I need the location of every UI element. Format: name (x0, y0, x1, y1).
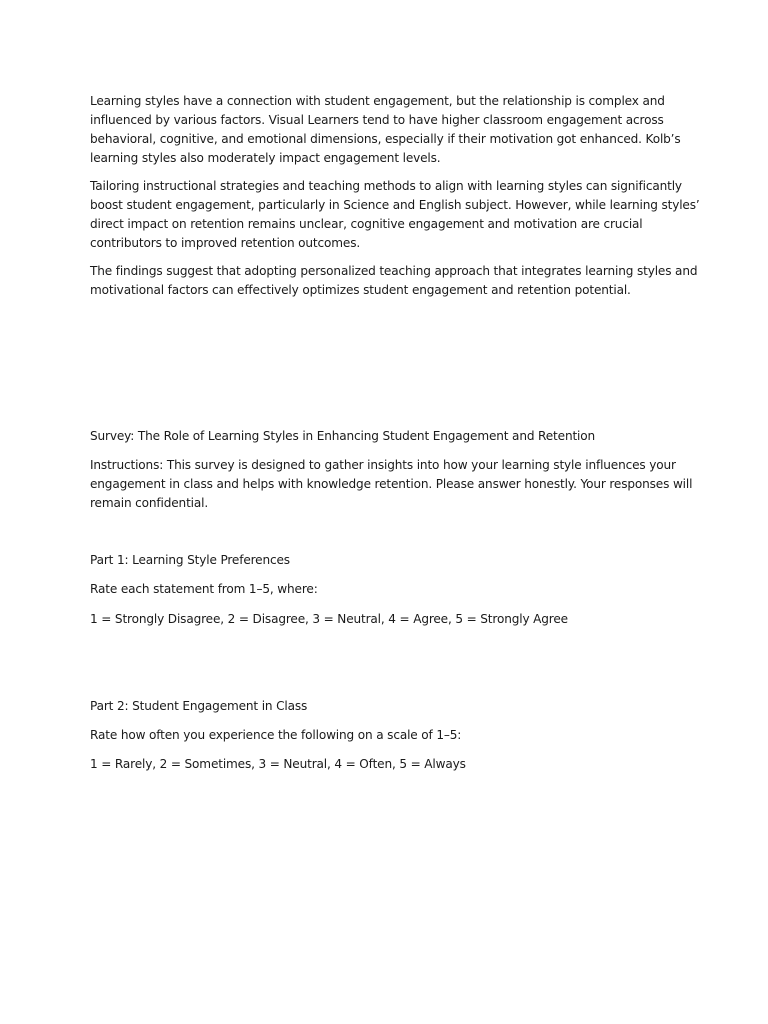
part2-rate-text: Rate how often you experience the following on a scale of 1–5: (90, 728, 462, 742)
text-line: The findings suggest that adopting personalized teaching approach that integrates learning styles and (90, 264, 698, 278)
text-line: behavioral, cognitive, and emotional dimensions, especially if their motivation got enhanced. Kolb’s (90, 132, 681, 146)
text-line: Learning styles have a connection with student engagement, but the relationship is complex and (90, 94, 665, 108)
part1-heading: Part 1: Learning Style Preferences (90, 553, 290, 567)
summary-paragraph-2 (90, 177, 700, 253)
text-line: influenced by various factors. Visual Learners tend to have higher classroom engagement across (90, 113, 664, 127)
text-line: boost student engagement, particularly in Science and English subject. However, while learning styles’ (90, 198, 700, 212)
text-line: Tailoring instructional strategies and teaching methods to align with learning styles can significantly (90, 179, 682, 193)
summary-paragraph-3 (90, 262, 698, 300)
text-line: contributors to improved retention outcomes. (90, 236, 361, 250)
survey-title: Survey: The Role of Learning Styles in Enhancing Student Engagement and Retention (90, 429, 596, 443)
text-line: remain confidential. (90, 496, 209, 510)
text-line: engagement in class and helps with knowledge retention. Please answer honestly. Your responses will (90, 477, 693, 491)
survey-instructions (90, 456, 693, 513)
text-line: Instructions: This survey is designed to gather insights into how your learning style influences your (90, 458, 676, 472)
part1-rate-text: Rate each statement from 1–5, where: (90, 582, 318, 596)
part1-scale-text: 1 = Strongly Disagree, 2 = Disagree, 3 = Neutral, 4 = Agree, 5 = Strongly Agree (90, 612, 568, 626)
text-line: direct impact on retention remains unclear, cognitive engagement and motivation are crucial (90, 217, 643, 231)
text-line: learning styles also moderately impact engagement levels. (90, 151, 441, 165)
summary-paragraph-1 (90, 92, 680, 168)
part2-scale-text: 1 = Rarely, 2 = Sometimes, 3 = Neutral, 4 = Often, 5 = Always (90, 757, 466, 771)
text-line: motivational factors can effectively optimizes student engagement and retention potential. (90, 283, 631, 297)
part2-heading: Part 2: Student Engagement in Class (90, 699, 308, 713)
